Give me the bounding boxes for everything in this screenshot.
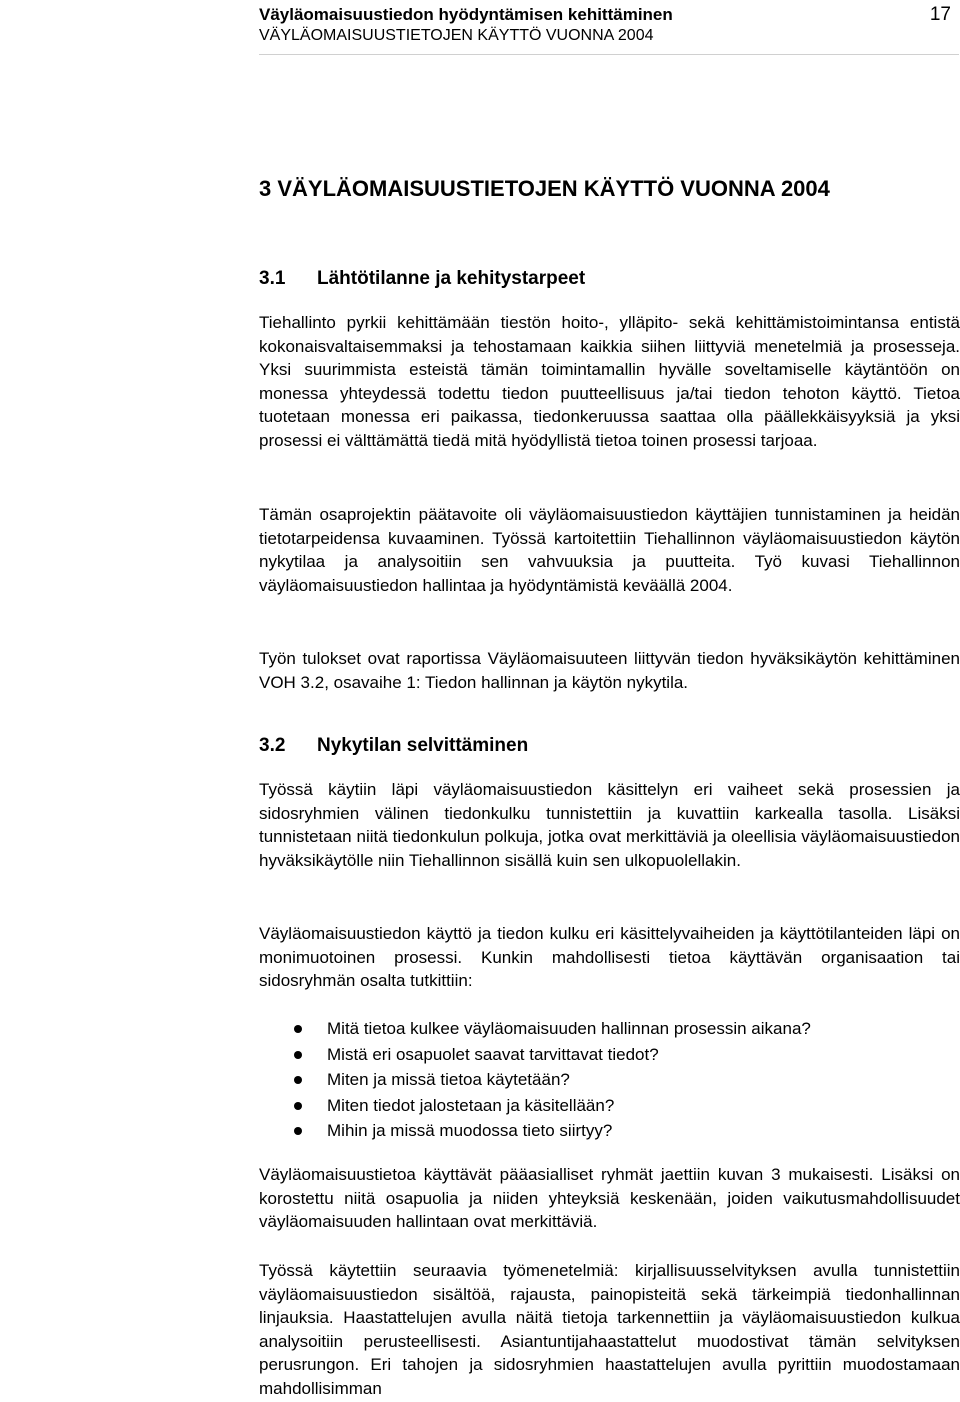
header-divider bbox=[259, 54, 959, 55]
bullet-icon bbox=[294, 1127, 302, 1135]
bullet-icon bbox=[294, 1076, 302, 1084]
section-number: 3.2 bbox=[259, 735, 286, 756]
paragraph: Työn tulokset ovat raportissa Väyläomaisuuteen liittyvän tiedon hyväksikäytön kehittäminen VOH 3.2, osavaihe 1: Tiedon hallinnan ja käytön nykytila. bbox=[259, 649, 960, 692]
list-item-text: Mitä tietoa kulkee väyläomaisuuden hallinnan prosessin aikana? bbox=[327, 1019, 811, 1038]
list-item-text: Mihin ja missä muodossa tieto siirtyy? bbox=[327, 1121, 613, 1141]
list-item bbox=[259, 1093, 960, 1119]
list-item-text: Mistä eri osapuolet saavat tarvittavat tiedot? bbox=[327, 1044, 659, 1064]
page-number: 17 bbox=[929, 4, 951, 25]
bullet-icon bbox=[294, 1025, 302, 1033]
list-item bbox=[259, 1067, 960, 1093]
section-number: 3.1 bbox=[259, 268, 286, 289]
list-item bbox=[259, 1118, 960, 1144]
paragraph: Tiehallinto pyrkii kehittämään tiestön hoito-, ylläpito- sekä kehittämistoimintansa entistä kokonaisvaltaisemmaksi ja tehostamaan kaikkia siihen liittyviä menetelmiä ja prosesseja. Yksi suurimmista esteistä tämän toimintamallin hyvälle soveltamiselle käytäntöön on monessa yhteydessä todettu tiedon puutteellisuus ja/tai tiedon tehoton käyttö. Tietoa tuotetaan monessa eri paikassa, tiedonkeruussa saattaa olla päällekkäisyyksiä ja yksi prosessi ei välttämättä tiedä mitä hyödyllistä tietoa toinen prosessi tarjoaa. bbox=[259, 313, 960, 450]
bullet-icon bbox=[294, 1051, 302, 1059]
section-title: Lähtötilanne ja kehitystarpeet bbox=[317, 268, 586, 289]
list-item-text: Miten ja missä tietoa käytetään? bbox=[327, 1070, 570, 1090]
paragraph: Väyläomaisuustietoa käyttävät pääasialliset ryhmät jaettiin kuvan 3 mukaisesti. Lisäksi on korostettu niitä osapuolia ja niiden yhteyksiä keskenään, joiden vaikutusmahdollisuudet väyläomaisuuden hallintaan ovat merkittäviä. bbox=[259, 1165, 960, 1232]
list-item-text: Miten tiedot jalostetaan ja käsitellään? bbox=[327, 1095, 615, 1115]
paragraph: Väyläomaisuustiedon käyttö ja tiedon kulku eri käsittelyvaiheiden ja käyttötilanteiden läpi on monimuotoinen prosessi. Kunkin mahdollisesti tietoa käyttävän organisaation tai sidosryhmän osalta tutkittiin: bbox=[259, 924, 960, 991]
paragraph: Työssä käytiin läpi väyläomaisuustiedon käsittelyn eri vaiheet sekä prosessien ja sidosryhmien välinen tiedonkulku tunnistettiin ja kuvattiin karkealla tasolla. Lisäksi tunnistetaan niitä tiedonkulun polkuja, jotka ovat merkittäviä ja oleellisia väyläomaisuustiedon hyväksikäytölle niin Tiehallinnon sisällä kuin sen ulkopuolellakin. bbox=[259, 780, 960, 870]
list-item bbox=[259, 1042, 960, 1068]
paragraph: Työssä käytettiin seuraavia työmenetelmiä: kirjallisuusselvityksen avulla tunnistettiin väyläomaisuustiedon sisältöä, rajausta, painopisteitä sekä tärkeimpiä tiedonhallinnan linjauksia. Haastattelujen avulla näitä tietoja tarkennettiin ja väyläomaisuustiedon kulkua analysoitiin perusteellisesti. Asiantuntijahaastattelut muodostivat tämän selvityksen perusrungon. Eri tahojen ja sidosryhmien haastattelujen avulla pyrittiin muodostamaan mahdollisimman bbox=[259, 1261, 960, 1398]
chapter-heading: 3 VÄYLÄOMAISUUSTIETOJEN KÄYTTÖ VUONNA 2004 bbox=[259, 176, 830, 201]
list-item bbox=[259, 1016, 960, 1042]
bullet-list bbox=[259, 1016, 960, 1144]
section-title: Nykytilan selvittäminen bbox=[317, 735, 529, 756]
section-heading-3-2 bbox=[259, 735, 528, 757]
section-heading-3-1 bbox=[259, 268, 585, 290]
bullet-icon bbox=[294, 1102, 302, 1110]
header-subtitle: VÄYLÄOMAISUUSTIETOJEN KÄYTTÖ VUONNA 2004 bbox=[259, 27, 654, 44]
paragraph: Tämän osaprojektin päätavoite oli väyläomaisuustiedon käyttäjien tunnistaminen ja heidän tietotarpeidensa kuvaaminen. Työssä kartoitettiin Tiehallinnon väyläomaisuustiedon käytön nykytilaa ja analysoitiin sen vahvuuksia ja puutteita. Työ kuvasi Tiehallinnon väyläomaisuustiedon hallintaa ja hyödyntämistä keväällä 2004. bbox=[259, 505, 960, 595]
header-title: Väyläomaisuustiedon hyödyntämisen kehittäminen bbox=[259, 5, 673, 24]
